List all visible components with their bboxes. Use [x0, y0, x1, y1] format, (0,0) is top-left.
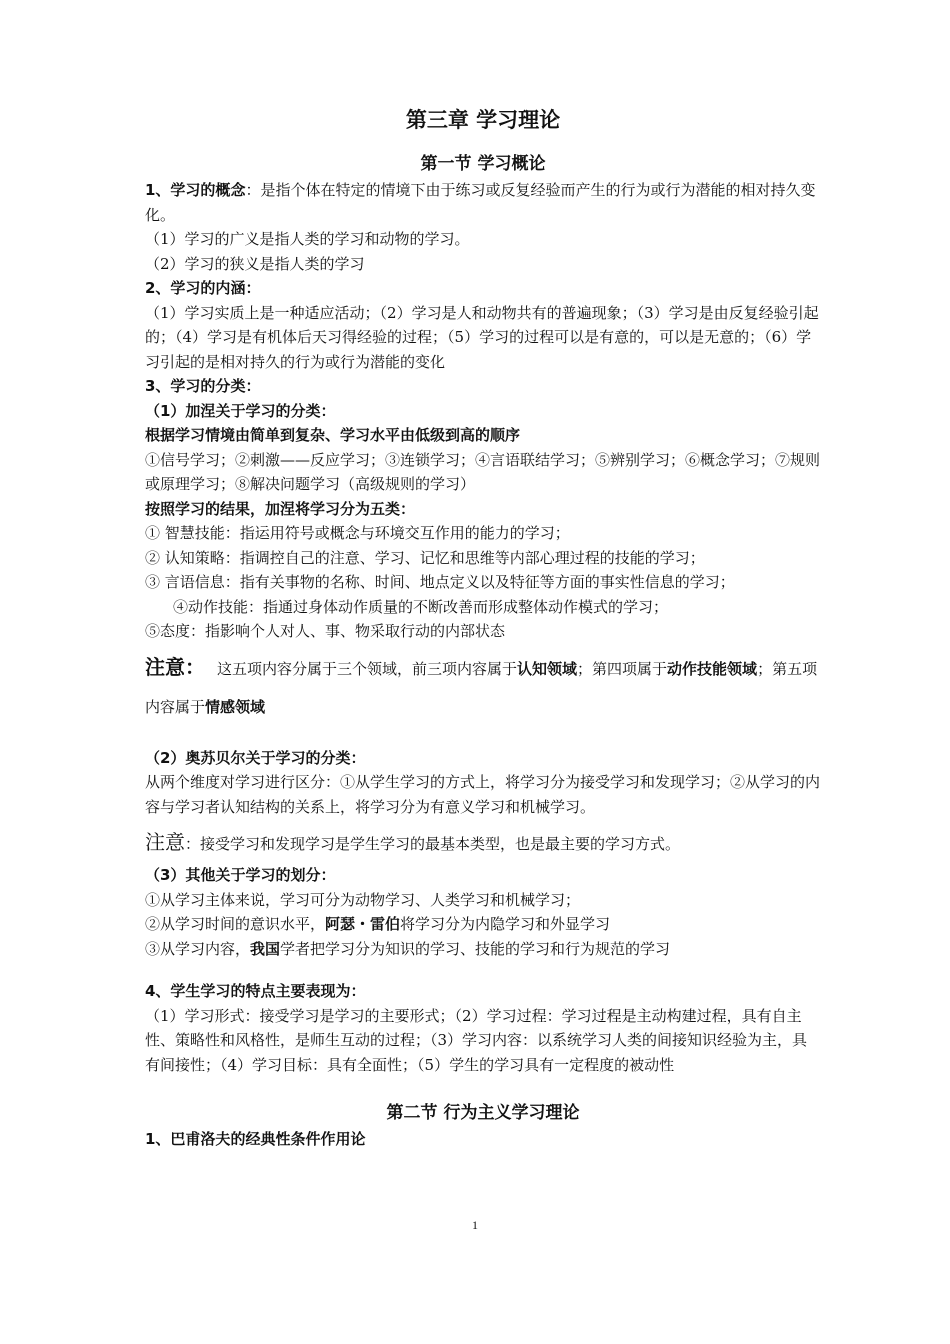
heading-pavlov: 1、巴甫洛夫的经典性条件作用论 [145, 1130, 366, 1148]
chapter-title: 第三章 学习理论 [405, 108, 561, 132]
spacer [145, 726, 821, 746]
heading-gagne: （1）加涅关于学习的分类： [145, 401, 336, 420]
other-item: ③从学习内容，我国学者把学习分为知识的学习、技能的学习和行为规范的学习 [145, 939, 671, 958]
emphasis-affective: 情感领域 [205, 697, 266, 716]
section-title: 第一节 学习概论 [420, 154, 546, 174]
note-domains: 注意： 这五项内容分属于三个领域，前三项内容属于认知领域；第四项属于动作技能领域；第五项内容属于情感领域 [145, 654, 818, 716]
paragraph-narrow: （2）学习的狭义是指人类的学习 [145, 254, 365, 273]
emphasis-cognitive: 认知领域 [517, 659, 578, 678]
emphasis-china: 我国 [250, 939, 281, 958]
emphasis-reber: 阿瑟・雷伯 [325, 915, 401, 933]
outcome-item: ② 认知策略：指调控自己的注意、学习、记忆和思维等内部心理过程的技能的学习； [145, 548, 705, 567]
heading-classification: 3、学习的分类： [145, 377, 261, 395]
spacer [145, 961, 821, 979]
heading-other: （3）其他关于学习的划分： [145, 866, 336, 884]
other-item: ①从学习主体来说，学习可分为动物学习、人类学习和机械学习； [145, 890, 581, 909]
concept-label: 1、学习的概念 [145, 181, 246, 199]
paragraph-features: （1）学习形式：接受学习是学习的主要形式；（2）学习过程：学习过程是主动构建过程，具有自主性、策略性和风格性，是师生互动的过程；（3）学习内容：以系统学习人类的间接知识经验为主，具有间接性；（4）学习目标：具有全面性；（5）学生的学习具有一定程度的被动性 [145, 1006, 808, 1074]
page-number: 1 [472, 1218, 478, 1232]
heading-ausubel: （2）奥苏贝尔关于学习的分类： [145, 748, 366, 767]
other-item: ②从学习时间的意识水平，阿瑟・雷伯将学习分为内隐学习和外显学习 [145, 915, 611, 933]
page-content [145, 104, 821, 1152]
note-label: 注意 [145, 830, 185, 854]
outcome-item: ⑤态度：指影响个人对人、事、物采取行动的内部状态 [145, 622, 506, 640]
gagne-basis: 根据学习情境由简单到复杂、学习水平由低级到高的顺序 [145, 426, 521, 444]
emphasis-motor: 动作技能领域 [667, 659, 758, 678]
heading-connotation: 2、学习的内涵： [145, 279, 261, 297]
gagne-levels: ①信号学习；②刺激——反应学习；③连锁学习；④言语联结学习；⑤辨别学习；⑥概念学习；⑦规则或原理学习；⑧解决问题学习（高级规则的学习） [145, 450, 821, 493]
paragraph-broad: （1）学习的广义是指人类的学习和动物的学习。 [145, 230, 470, 248]
paragraph-ausubel: 从两个维度对学习进行区分：①从学生学习的方式上，将学习分为接受学习和发现学习；②从学习的内容与学习者认知结构的关系上，将学习分为有意义学习和机械学习。 [145, 773, 821, 816]
outcome-item: ① 智慧技能：指运用符号或概念与环境交互作用的能力的学习； [145, 524, 570, 542]
concept-text: ：是指个体在特定的情境下由于练习或反复经验而产生的行为或行为潜能的相对持久变化。 [145, 181, 816, 224]
outcome-item: ③ 言语信息：指有关事物的名称、时间、地点定义以及特征等方面的事实性信息的学习； [145, 573, 735, 591]
heading-features: 4、学生学习的特点主要表现为： [145, 982, 366, 1000]
note-reception: 注意：接受学习和发现学习是学生学习的最基本类型，也是最主要的学习方式。 [145, 830, 681, 854]
paragraph-connotation: （1）学习实质上是一种适应活动；（2）学习是人和动物共有的普遍现象；（3）学习是由反复经验引起的；（4）学习是有机体后天习得经验的过程；（5）学习的过程可以是有意的，可以是无意的；（6）学习引起的是相对持久的行为或行为潜能的变化 [145, 303, 819, 371]
outcome-item: ④动作技能：指通过身体动作质量的不断改善而形成整体动作模式的学习； [173, 597, 669, 616]
paragraph-concept [145, 178, 821, 227]
section-title: 第二节 行为主义学习理论 [386, 1103, 580, 1123]
note-label: 注意： [145, 654, 205, 679]
heading-gagne-outcomes: 按照学习的结果，加涅将学习分为五类： [145, 499, 416, 518]
